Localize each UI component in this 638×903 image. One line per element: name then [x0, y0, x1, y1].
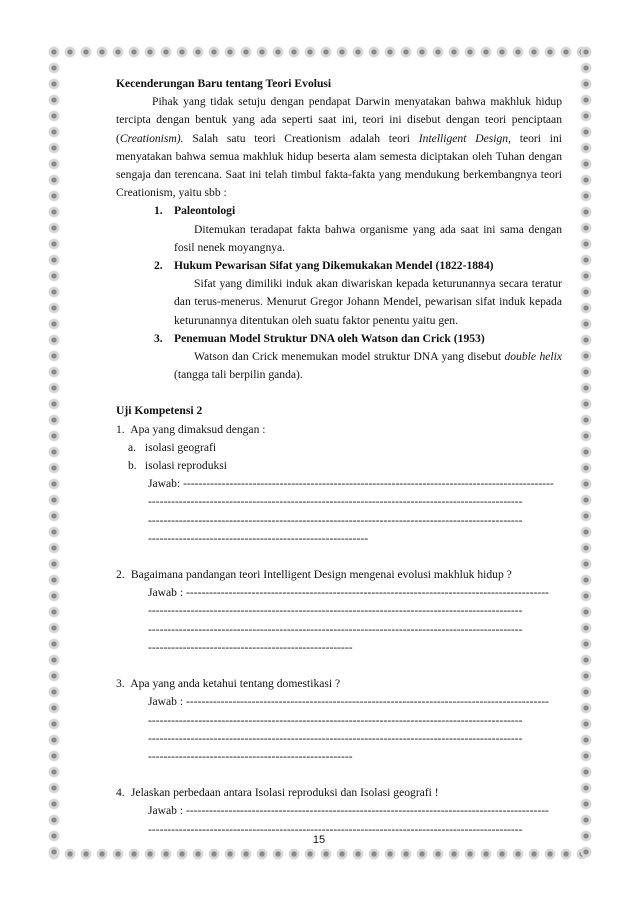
question-number: 3. — [116, 677, 125, 691]
answer-dashes: ---------------------------------------------------------------------------------------------- — [186, 695, 549, 709]
evidence-item — [116, 257, 562, 330]
answer-dashes: ---------------------------------------------------------------------------------------------- — [186, 586, 549, 600]
question-text: Jelaskan perbedaan antara Isolasi reproduksi dan Isolasi geografi ! — [130, 786, 439, 800]
question-number: 1. — [116, 422, 125, 436]
intro-paragraph — [116, 93, 562, 202]
answer-label: Jawab: — [148, 477, 184, 491]
page-border-right — [578, 44, 594, 862]
question-1 — [116, 421, 562, 548]
quiz-title: Uji Kompetensi 2 — [116, 404, 203, 418]
question-number: 2. — [116, 568, 125, 582]
page-number: 15 — [312, 834, 326, 846]
page-content — [116, 75, 562, 839]
intro-text-2: Salah satu teori Creationism adalah teori — [183, 131, 419, 145]
evidence-title — [154, 202, 562, 220]
answer-line[interactable]: ----------------------------------------------------- — [148, 640, 353, 654]
option-letter: a. — [128, 440, 137, 454]
answer-line[interactable] — [148, 475, 562, 493]
question-text: Apa yang dimaksud dengan : — [130, 422, 266, 436]
evidence-item — [116, 330, 562, 385]
answer-label: Jawab : — [148, 804, 186, 818]
evidence-title — [154, 330, 562, 348]
option-text: isolasi reproduksi — [144, 459, 228, 473]
question-option — [128, 439, 562, 457]
option-letter: b. — [128, 459, 137, 473]
option-text: isolasi geografi — [144, 440, 217, 454]
question-text: Apa yang anda ketahui tentang domestikasi ? — [130, 677, 341, 691]
answer-dashes: ------------------------------------------------------------------------------------------------ — [183, 477, 554, 491]
intro-intelligent-design-term: Intelligent Design — [418, 131, 509, 145]
answer-line[interactable] — [148, 802, 562, 820]
evidence-number: 1. — [154, 204, 163, 218]
evidence-list — [116, 202, 562, 384]
answer-line[interactable] — [148, 584, 562, 602]
answer-line[interactable]: --------------------------------------------------------- — [148, 531, 369, 545]
page-border-left — [46, 44, 62, 862]
evidence-title — [154, 257, 562, 275]
intro-text-1: Pihak yang tidak setuju dengan pendapat Darwin menyatakan bahwa makhluk hidup tercipta dengan bentuk yang ada seperti saat ini, teori ini disebut dengan teori penciptaan ( — [116, 95, 562, 145]
evidence-body — [174, 348, 562, 384]
answer-line[interactable]: ------------------------------------------------------------------------------------------------- — [148, 495, 523, 509]
evidence-body-text: (tangga tali berpilin ganda). — [174, 368, 303, 382]
answer-line[interactable]: ------------------------------------------------------------------------------------------------- — [148, 731, 523, 745]
question-text: Bagaimana pandangan teori Intelligent Design mengenai evolusi makhluk hidup ? — [130, 568, 512, 582]
question-3 — [116, 675, 562, 766]
evidence-body: Ditemukan teradapat fakta bahwa organisme yang ada saat ini sama dengan fosil nenek moyangnya. — [174, 222, 562, 254]
evidence-body: Sifat yang dimiliki induk akan diwariskan kepada keturunannya secara teratur dan terus-menerus. Menurut Gregor Johann Mendel, pewarisan sifat induk kepada keturunannya ditentukan oleh suatu faktor penentu yaitu gen. — [174, 277, 562, 327]
evidence-title-text: Paleontologi — [174, 204, 236, 218]
question-2 — [116, 566, 562, 657]
answer-line[interactable]: ------------------------------------------------------------------------------------------------- — [148, 622, 523, 636]
page-border-top — [46, 44, 592, 60]
intro-creationism-term: Creationism). — [119, 131, 184, 145]
answer-line[interactable]: ------------------------------------------------------------------------------------------------- — [148, 604, 523, 618]
question-4 — [116, 784, 562, 839]
answer-line[interactable]: ------------------------------------------------------------------------------------------------- — [148, 513, 523, 527]
section-title: Kecenderungan Baru tentang Teori Evolusi — [116, 77, 332, 90]
answer-line[interactable]: ----------------------------------------------------- — [148, 749, 353, 763]
answer-line[interactable] — [148, 693, 562, 711]
answer-line[interactable]: ------------------------------------------------------------------------------------------------- — [148, 713, 523, 727]
question-option — [128, 457, 562, 475]
answer-label: Jawab : — [148, 586, 186, 600]
double-helix-term: double helix — [504, 350, 563, 364]
answer-line[interactable]: ------------------------------------------------------------------------------------------------- — [148, 822, 523, 836]
question-number: 4. — [116, 786, 125, 800]
evidence-title-text: Penemuan Model Struktur DNA oleh Watson dan Crick (1953) — [174, 331, 485, 345]
intro-text-3: , teori ini menyatakan bahwa semua makhluk hidup beserta alam semesta diciptakan oleh Tuhan dengan sengaja dan terencana. Saat ini telah timbul fakta-fakta yang mendukung berkembangnya teori Creationism, yaitu sbb : — [116, 131, 562, 200]
evidence-body-text: Watson dan Crick menemukan model struktur DNA yang disebut — [194, 350, 505, 364]
answer-dashes: ---------------------------------------------------------------------------------------------- — [186, 804, 549, 818]
evidence-title-text: Hukum Pewarisan Sifat yang Dikemukakan Mendel (1822-1884) — [174, 259, 494, 273]
answer-label: Jawab : — [148, 695, 186, 709]
evidence-number: 3. — [154, 331, 163, 345]
evidence-item — [116, 202, 562, 257]
page-border-bottom — [46, 846, 592, 862]
evidence-number: 2. — [154, 259, 163, 273]
